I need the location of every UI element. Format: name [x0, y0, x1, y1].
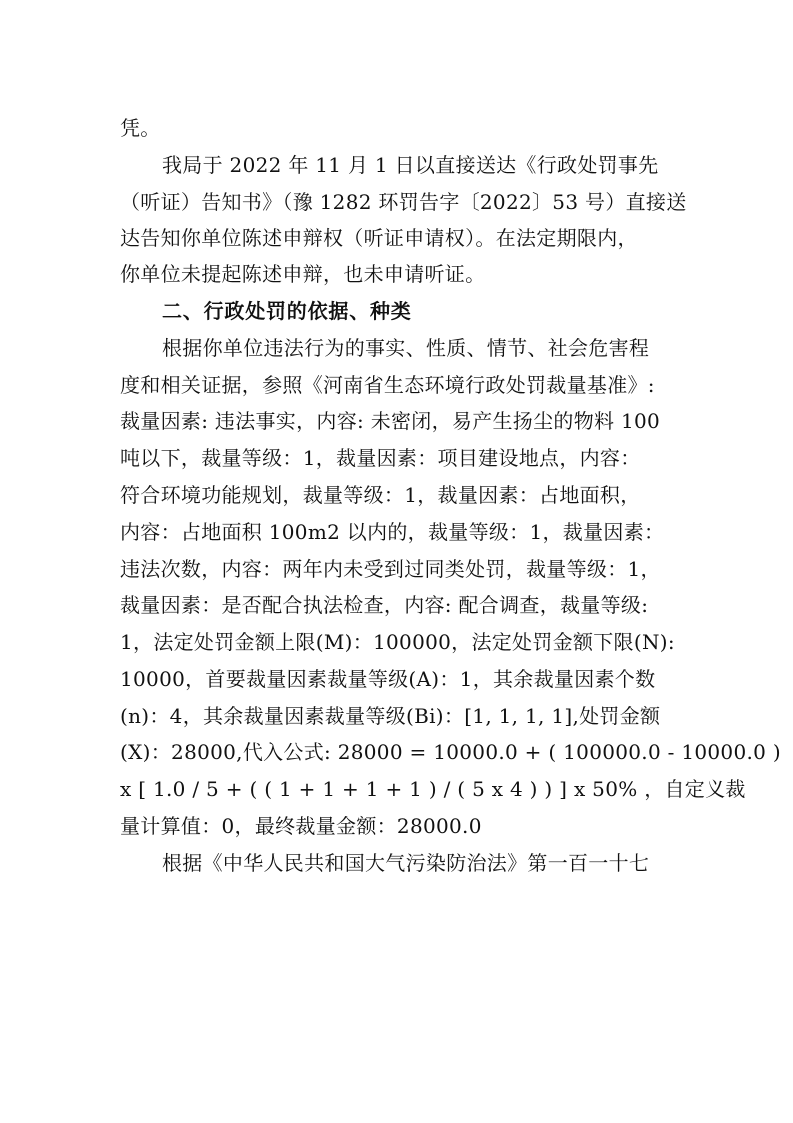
- paragraph-line: (X)：28000,代入公式: 28000 = 10000.0 + ( 100000.0 - 10000.0 ): [120, 740, 781, 764]
- paragraph-line: 凭。: [120, 116, 161, 140]
- paragraph-line: 裁量因素：是否配合执法检查，内容: 配合调查，裁量等级:: [120, 593, 649, 617]
- paragraph-line: 你单位未提起陈述申辩，也未申请听证。: [120, 262, 486, 286]
- paragraph-line: 10000，首要裁量因素裁量等级(A)：1，其余裁量因素个数: [120, 667, 656, 691]
- paragraph-line: 我局于 2022 年 11 月 1 日以直接送达《行政处罚事先: [162, 153, 659, 177]
- paragraph-line: 裁量因素: 违法事实，内容: 未密闭，易产生扬尘的物料 100: [120, 409, 661, 433]
- paragraph-line: 吨以下，裁量等级：1，裁量因素：项目建设地点，内容：: [120, 446, 641, 470]
- section-heading: 二、行政处罚的依据、种类: [162, 299, 412, 323]
- paragraph-line: 根据《中华人民共和国大气污染防治法》第一百一十七: [162, 851, 650, 875]
- paragraph-line: 违法次数，内容：两年内未受到过同类处罚，裁量等级：1，: [120, 557, 661, 581]
- paragraph-line: 内容：占地面积 100m2 以内的，裁量等级：1，裁量因素：: [120, 520, 665, 544]
- paragraph-line: 根据你单位违法行为的事实、性质、情节、社会危害程: [162, 336, 650, 360]
- paragraph-line: （听证）告知书》（豫 1282 环罚告字〔2022〕53 号）直接送: [120, 190, 687, 214]
- paragraph-line: 符合环境功能规划，裁量等级：1，裁量因素：占地面积，: [120, 483, 641, 507]
- paragraph-line: x [ 1.0 / 5 + ( ( 1 + 1 + 1 + 1 ) / ( 5 x 4 ) ) ] x 50% ，自定义裁: [120, 777, 746, 801]
- paragraph-line: (n)：4，其余裁量因素裁量等级(Bi)：[1, 1, 1, 1],处罚金额: [120, 704, 661, 728]
- paragraph-line: 量计算值：0，最终裁量金额：28000.0: [120, 814, 482, 838]
- paragraph-line: 达告知你单位陈述申辩权（听证申请权）。在法定期限内，: [120, 226, 638, 250]
- paragraph-line: 1，法定处罚金额上限(M)：100000，法定处罚金额下限(N):: [120, 630, 675, 654]
- paragraph-line: 度和相关证据，参照《河南省生态环境行政处罚裁量基准》:: [120, 373, 655, 397]
